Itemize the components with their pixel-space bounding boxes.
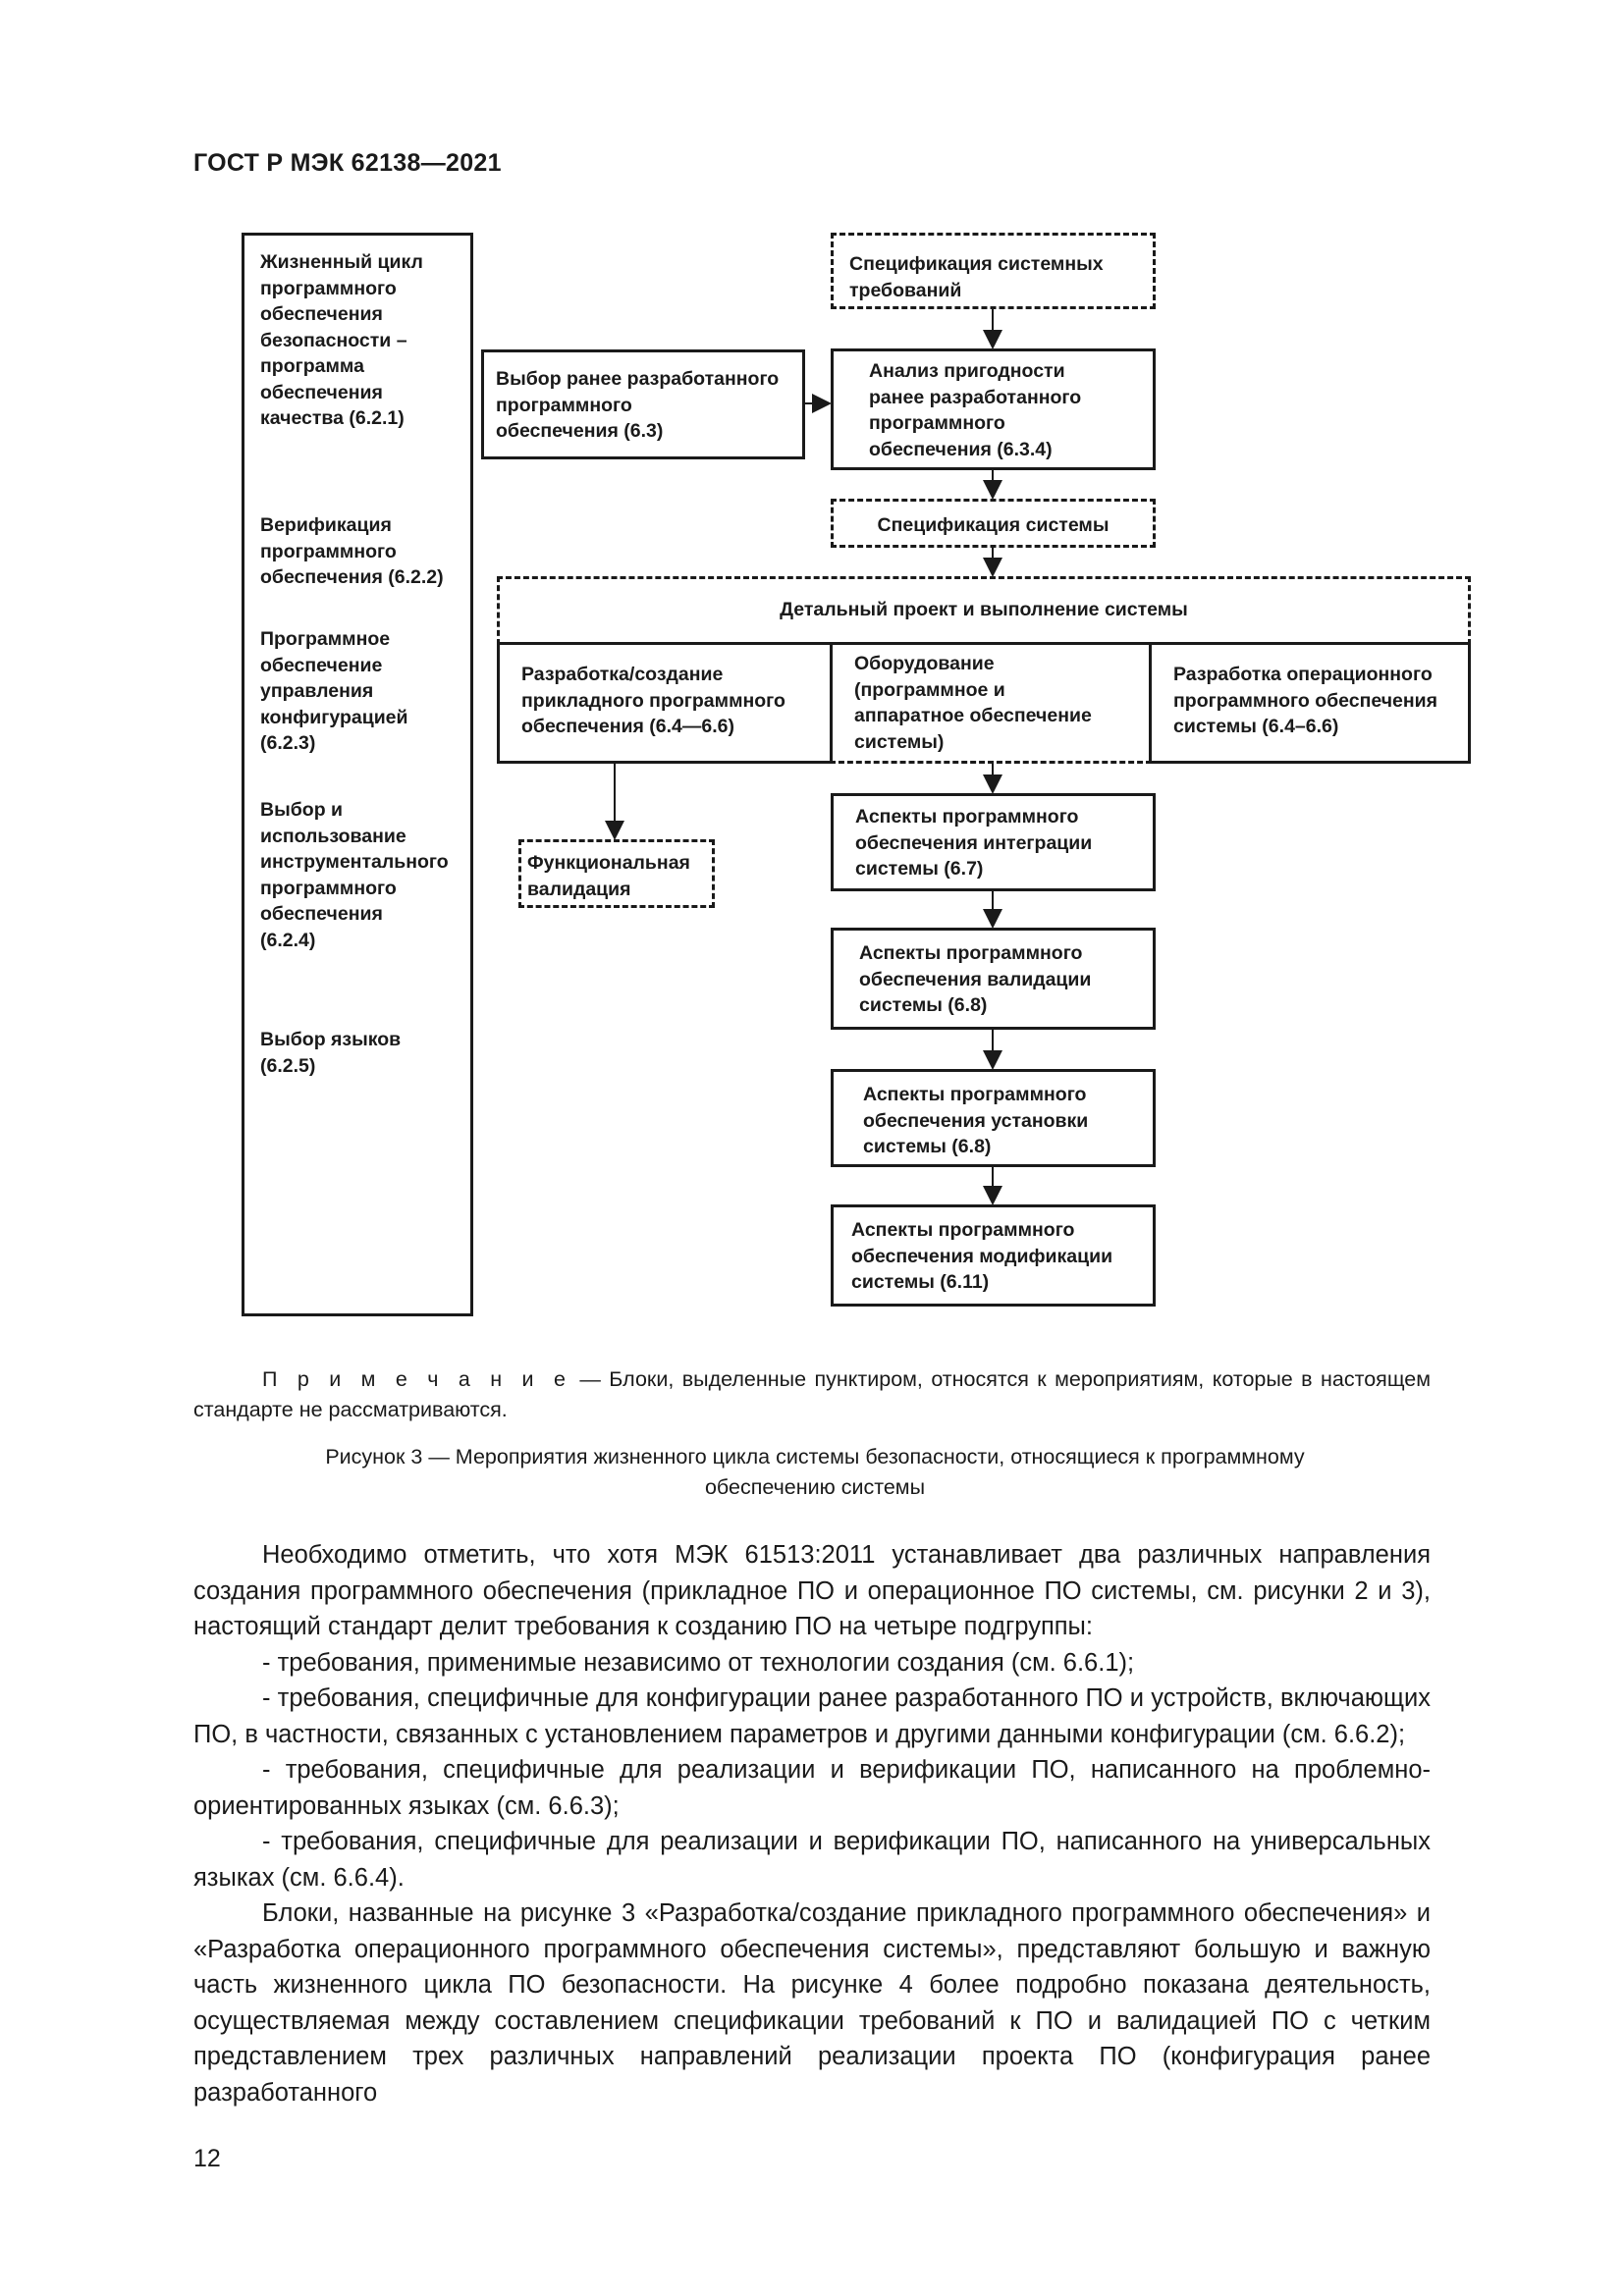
detailed-design-label: Детальный проект и выполнение системы <box>780 599 1188 620</box>
body-text <box>193 1537 1431 2110</box>
suitability-analysis-label: Анализ пригодности ранее разработанного программного обеспечения (6.3.4) <box>869 360 1082 460</box>
left-item-configuration: Программное обеспечение управления конфигурацией (6.2.3) <box>260 628 408 754</box>
document-header: ГОСТ Р МЭК 62138—2021 <box>193 149 502 177</box>
hardware-label: Оборудование (программное и аппаратное обеспечение системы) <box>854 653 1092 753</box>
paragraph-2: Блоки, названные на рисунке 3 «Разработка/создание прикладного программного обеспечения» и «Разработка операционного программного обеспечения системы», представляют большую и важную часть жизненного цикла ПО безопасности. На рисунке 4 более подробно показана деятельность, осуществляемая между составлением спецификации требований к ПО и валидацией ПО с четким представлением трех различных направлений реализации проекта ПО (конфигурация ранее разработанного <box>193 1899 1431 2107</box>
bullet-1: - требования, применимые независимо от технологии создания (см. 6.6.1); <box>262 1648 1135 1677</box>
bullet-4: - требования, специфичные для реализации и верификации ПО, написанного на универсальных языках (см. 6.6.4). <box>193 1828 1431 1892</box>
bullet-3: - требования, специфичные для реализации и верификации ПО, написанного на проблемно-ориентированных языках (см. 6.6.3); <box>193 1756 1431 1820</box>
validation-aspects-label: Аспекты программного обеспечения валидации системы (6.8) <box>859 942 1092 1016</box>
integration-aspects-label: Аспекты программного обеспечения интеграции системы (6.7) <box>855 806 1093 880</box>
bullet-2: - требования, специфичные для конфигурации ранее разработанного ПО и устройств, включающих ПО, в частности, связанных с установлением параметров и другими данными конфигурации (см. 6.6.2); <box>193 1684 1431 1748</box>
note-label: П р и м е ч а н и е <box>262 1367 571 1391</box>
paragraph-1: Необходимо отметить, что хотя МЭК 61513:2011 устанавливает два различных направления создания программного обеспечения (прикладное ПО и операционное ПО системы, см. рисунки 2 и 3), настоящий стандарт делит требования к созданию ПО на четыре подгруппы: <box>193 1541 1431 1640</box>
left-item-verification: Верификация программного обеспечения (6.2.2) <box>260 514 444 588</box>
installation-aspects-label: Аспекты программного обеспечения установки системы (6.8) <box>863 1084 1089 1157</box>
page-number: 12 <box>193 2145 221 2172</box>
figure-note <box>193 1364 1431 1425</box>
left-item-languages: Выбор языков (6.2.5) <box>260 1029 402 1077</box>
modification-aspects-label: Аспекты программного обеспечения модификации системы (6.11) <box>851 1219 1113 1293</box>
system-specification-label: Спецификация системы <box>877 514 1110 536</box>
operational-software-label: Разработка операционного программного обеспечения системы (6.4–6.6) <box>1173 664 1438 737</box>
functional-validation-label: Функциональная валидация <box>527 852 690 900</box>
figure-caption: Рисунок 3 — Мероприятия жизненного цикла системы безопасности, относящиеся к программному обеспечению системы <box>325 1445 1305 1499</box>
application-software-label: Разработка/создание прикладного программного обеспечения (6.4—6.6) <box>521 664 785 737</box>
note-text: — Блоки, выделенные пунктиром, относятся к мероприятиям, которые в настоящем стандарте не рассматриваются. <box>193 1367 1431 1421</box>
preexisting-selection-label: Выбор ранее разработанного программного обеспечения (6.3) <box>496 368 780 442</box>
left-item-tools: Выбор и использование инструментального программного обеспечения (6.2.4) <box>260 799 449 951</box>
left-item-lifecycle: Жизненный цикл программного обеспечения безопасности – программа обеспечения качества (6.2.1) <box>260 251 423 429</box>
spec-system-requirements-label: Спецификация системных требований <box>849 253 1104 301</box>
